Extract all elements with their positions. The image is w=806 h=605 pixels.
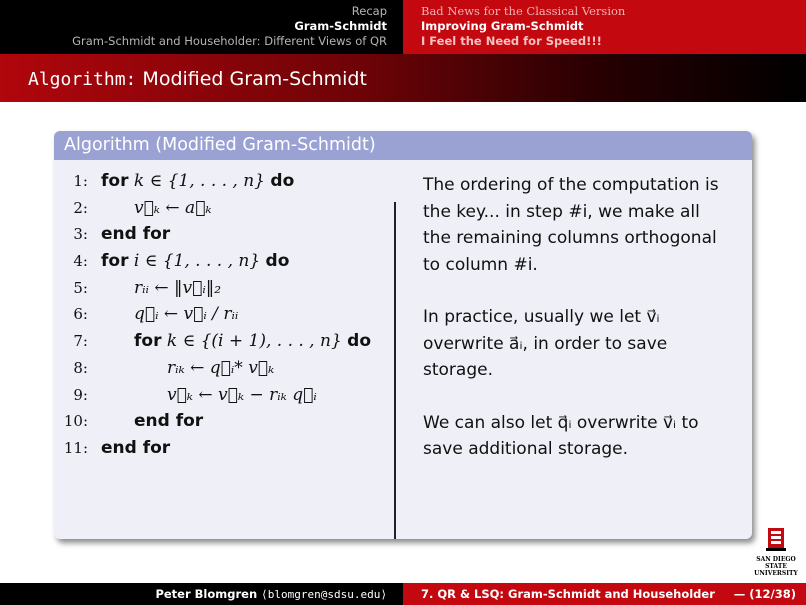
- keyword: end for: [101, 437, 171, 458]
- footer-course-area: [403, 583, 806, 605]
- top-navigation: [0, 0, 806, 54]
- math-expression: v⃗ₖ ← a⃗ₖ: [134, 197, 212, 218]
- algorithm-line: [54, 221, 394, 248]
- footer-author-area: [0, 583, 403, 605]
- algorithm-line: [54, 382, 394, 409]
- line-number: 5:: [73, 278, 88, 297]
- nav-subsection-bad-news[interactable]: Bad News for the Classical Version: [421, 4, 626, 18]
- line-number: 8:: [73, 358, 88, 377]
- line-code: [167, 355, 274, 382]
- section-navigation: [0, 0, 403, 54]
- algorithm-line: [54, 301, 394, 328]
- logo-line-2: UNIVERSITY: [754, 570, 798, 577]
- footer-course: 7. QR & LSQ: Gram-Schmidt and Householder: [421, 587, 715, 601]
- algorithm-listing: [54, 168, 394, 462]
- sdsu-logo: [748, 526, 804, 577]
- footer: [0, 583, 806, 605]
- math-expression: q⃗ᵢ ← v⃗ᵢ / rᵢᵢ: [134, 304, 239, 325]
- math-expression: k ∈ {(i + 1), . . . , n}: [166, 331, 342, 352]
- line-code: [167, 382, 317, 409]
- nav-subsection-improving[interactable]: Improving Gram-Schmidt: [421, 19, 584, 33]
- math-expression: rᵢᵢ ← ‖v⃗ᵢ‖₂: [134, 277, 222, 298]
- algorithm-line: [54, 408, 394, 435]
- nav-subsection-speed[interactable]: I Feel the Need for Speed!!!: [421, 34, 602, 48]
- line-code: [101, 221, 170, 248]
- note-overwrite-v: We can also let q⃗ᵢ overwrite v⃗ᵢ to save additional storage.: [423, 412, 699, 459]
- frame-title-prefix: Algorithm:: [28, 69, 137, 90]
- algorithm-line: [54, 328, 394, 355]
- nav-section-gram-schmidt[interactable]: Gram-Schmidt: [294, 19, 387, 33]
- keyword: end for: [134, 411, 204, 432]
- keyword: do: [347, 331, 372, 352]
- math-expression: rᵢₖ ← q⃗ᵢ* v⃗ₖ: [167, 357, 275, 378]
- line-number: 2:: [73, 198, 88, 217]
- keyword: end for: [101, 224, 171, 245]
- keyword: for: [134, 331, 162, 352]
- math-expression: i ∈ {1, . . . , n}: [133, 251, 261, 272]
- line-number: 4:: [73, 252, 88, 271]
- math-expression: v⃗ₖ ← v⃗ₖ − rᵢₖ q⃗ᵢ: [167, 384, 317, 405]
- column-divider: [394, 202, 396, 539]
- logo-line-1: SAN DIEGO STATE: [756, 556, 796, 570]
- line-code: [134, 301, 238, 328]
- line-number: 10:: [63, 412, 88, 431]
- nav-section-recap[interactable]: Recap: [351, 4, 387, 18]
- keyword: for: [101, 171, 129, 191]
- algorithm-block-title: Algorithm (Modified Gram-Schmidt): [54, 131, 752, 160]
- line-number: 9:: [73, 385, 88, 404]
- algorithm-line: [54, 435, 394, 462]
- line-code: [134, 275, 221, 302]
- footer-author: Peter Blomgren: [155, 587, 258, 601]
- frame-title-main: Modified Gram-Schmidt: [142, 68, 367, 90]
- line-code: [134, 195, 212, 222]
- algorithm-line: [54, 275, 394, 302]
- keyword: do: [270, 171, 295, 191]
- line-number: 11:: [63, 438, 88, 457]
- note-overwrite-a: In practice, usually we let v⃗ᵢ overwrite a⃗ᵢ, in order to save storage.: [423, 307, 668, 380]
- line-code: [101, 435, 170, 462]
- line-code: [101, 248, 289, 275]
- line-code: [134, 408, 203, 435]
- line-number: 1:: [73, 172, 88, 190]
- line-number: 7:: [73, 332, 88, 351]
- frame-title: [0, 54, 806, 102]
- sdsu-emblem-icon: [765, 526, 787, 552]
- line-code: [101, 168, 294, 195]
- subsection-navigation: [403, 0, 806, 54]
- algorithm-line: [54, 195, 394, 222]
- line-number: 6:: [73, 305, 88, 324]
- keyword: for: [101, 251, 129, 272]
- footer-page-number: — (12/38): [733, 587, 796, 601]
- footer-email: ⟨blomgren@sdsu.edu⟩: [261, 588, 387, 601]
- math-expression: k ∈ {1, . . . , n}: [133, 171, 266, 191]
- note-ordering: The ordering of the computation is the key... in step #i, we make all the remaining columns orthogonal to column #i.: [423, 175, 719, 275]
- keyword: do: [265, 251, 290, 272]
- line-code: [134, 328, 371, 355]
- algorithm-line: [54, 248, 394, 275]
- line-number: 3:: [73, 225, 88, 244]
- algorithm-line: [54, 355, 394, 382]
- algorithm-notes: [423, 172, 733, 489]
- nav-section-householder[interactable]: Gram-Schmidt and Householder: Different Views of QR: [72, 34, 387, 48]
- algorithm-line: [54, 168, 394, 195]
